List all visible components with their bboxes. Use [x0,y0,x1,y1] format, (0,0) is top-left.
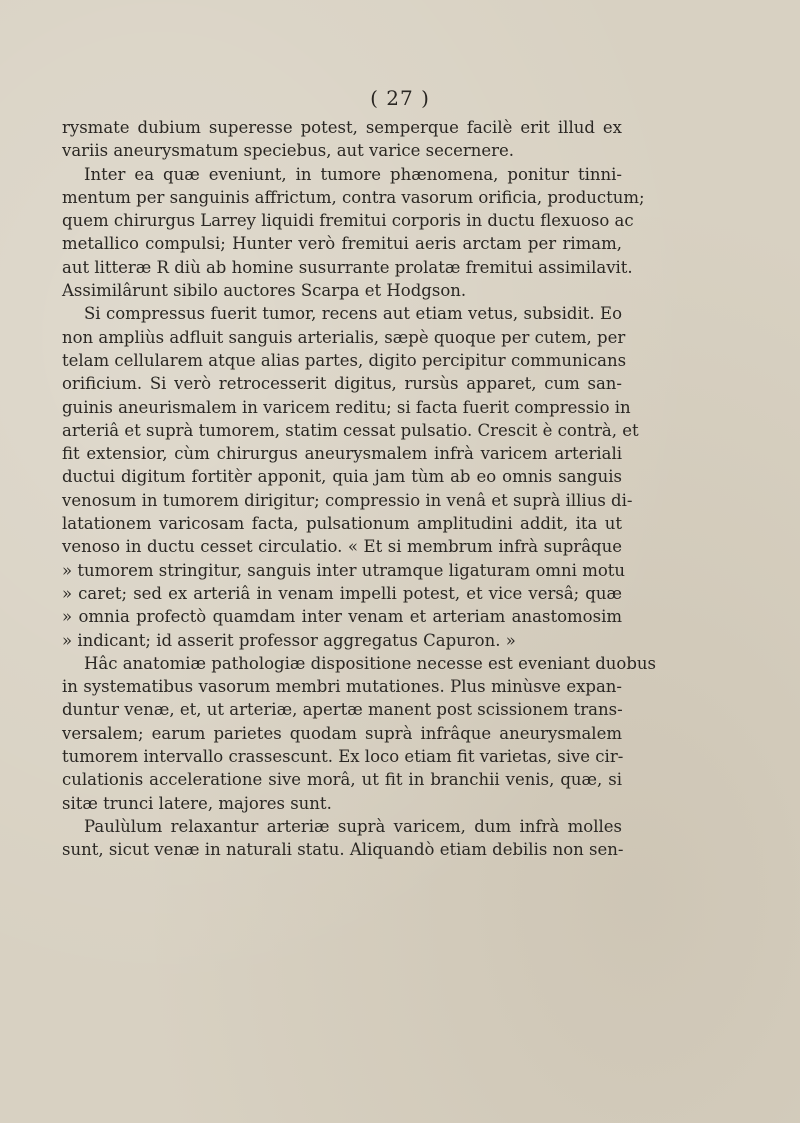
page-number: ( 27 ) [370,86,430,110]
text-line: venoso in ductu cesset circulatio. « Et si membrum infrà suprâque [62,537,622,557]
text-line: » tumorem stringitur, sanguis inter utramque ligaturam omni motu [62,560,626,580]
text-line: Hâc anatomiæ pathologiæ dispositione necesse est eveniant duobus [84,653,656,673]
body-text [62,116,656,862]
text-line: duntur venæ, et, ut arteriæ, apertæ manent post scissionem trans- [62,700,623,720]
text-line: Paulùlum relaxantur arteriæ suprà varicem, dum infrà molles [84,816,622,836]
text-line: » omnia profectò quamdam inter venam et arteriam anastomosim [62,607,622,627]
text-line: culationis acceleratione sive morâ, ut fit in branchii venis, quæ, si [62,770,622,790]
text-line: tumorem intervallo crassescunt. Ex loco etiam fit varietas, sive cir- [62,747,624,767]
text-line: » caret; sed ex arteriâ in venam impelli potest, et vice versâ; quæ [62,583,622,603]
text-line: sunt, sicut venæ in naturali statu. Aliquandò etiam debilis non sen- [62,840,624,860]
text-line: venosum in tumorem dirigitur; compressio in venâ et suprà illius di- [62,490,633,510]
text-line: latationem varicosam facta, pulsationum amplitudini addit, ita ut [62,514,622,534]
text-line: Si compressus fuerit tumor, recens aut etiam vetus, subsidit. Eo [84,304,622,324]
text-line: aut litteræ R diù ab homine susurrante prolatæ fremitui assimilavit. [62,257,633,277]
text-line: mentum per sanguinis affrictum, contra vasorum orificia, productum; [62,187,645,207]
text-line: rysmate dubium superesse potest, semperque facilè erit illud ex [62,118,622,137]
text-line: ductui digitum fortitèr apponit, quia jam tùm ab eo omnis sanguis [62,467,622,487]
text-line: metallico compulsi; Hunter verò fremitui aeris arctam per rimam, [62,234,622,254]
text-line: telam cellularem atque alias partes, digito percipitur communicans [62,350,627,370]
text-line: » indicant; id asserit professor aggregatus Capuron. » [62,630,516,650]
text-line: versalem; earum parietes quodam suprà infrâque aneurysmalem [62,723,622,743]
text-line: Assimilârunt sibilo auctores Scarpa et Hodgson. [62,281,467,301]
text-line: fit extensior, cùm chirurgus aneurysmalem infrà varicem arteriali [62,444,622,464]
text-line: orificium. Si verò retrocesserit digitus, rursùs apparet, cum san- [62,374,622,394]
text-line: sitæ trunci latere, majores sunt. [62,793,332,813]
text-line: in systematibus vasorum membri mutationes. Plus minùsve expan- [62,677,622,697]
text-line: quem chirurgus Larrey liquidi fremitui corporis in ductu flexuoso ac [62,211,634,231]
text-line: non ampliùs adfluit sanguis arterialis, sæpè quoque per cutem, per [62,327,626,347]
text-line: Inter ea quæ eveniunt, in tumore phænomena, ponitur tinni- [84,164,622,184]
text-line: variis aneurysmatum speciebus, aut varice secernere. [62,141,515,161]
text-line: guinis aneurismalem in varicem reditu; si facta fuerit compressio in [62,397,631,417]
text-line: arteriâ et suprà tumorem, statim cessat pulsatio. Crescit è contrà, et [62,420,639,440]
